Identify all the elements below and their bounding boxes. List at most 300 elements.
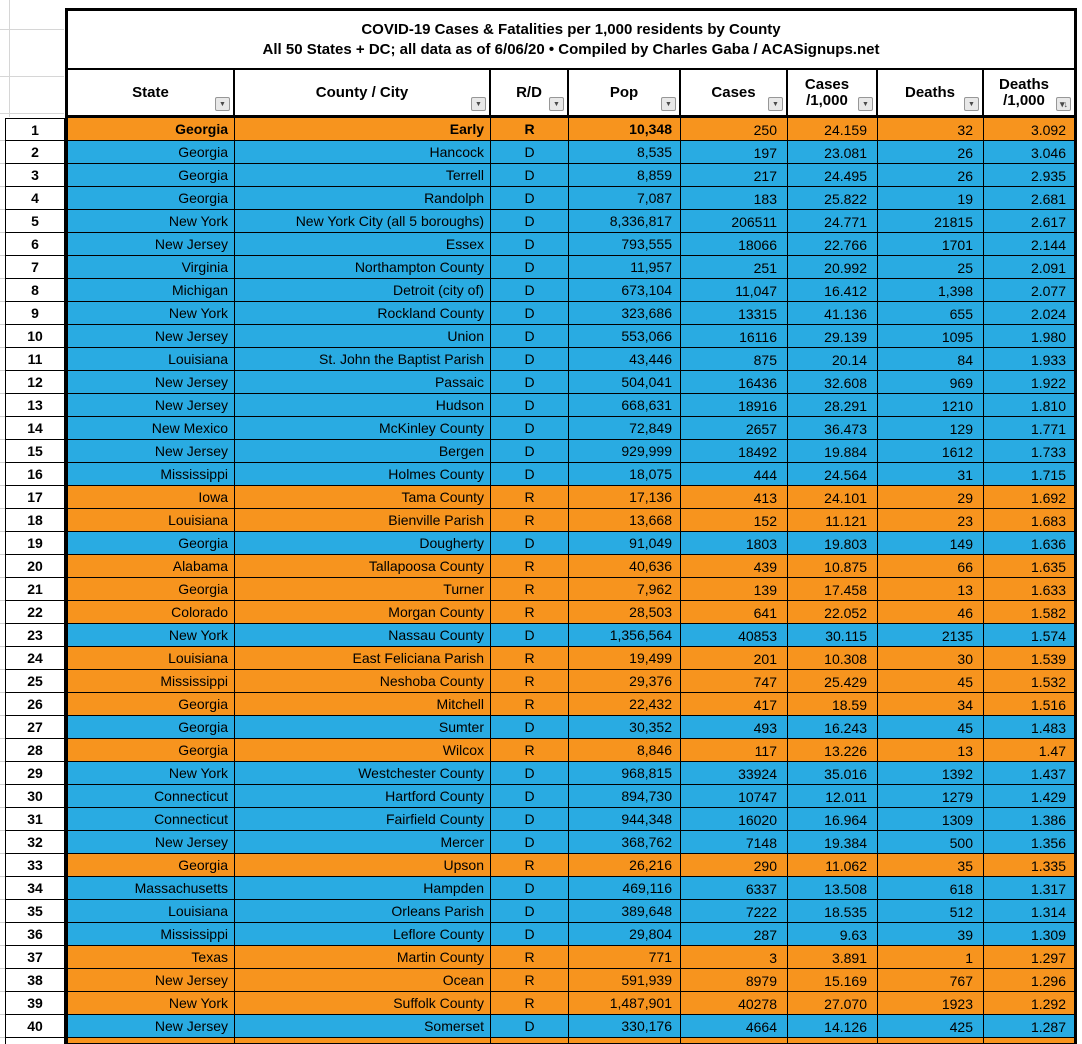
cell-c1000[interactable]: 28.291 [788, 394, 878, 417]
cell-cases[interactable]: 206511 [681, 210, 788, 233]
cell-deaths[interactable]: 767 [878, 969, 984, 992]
cell-c1000[interactable]: 20.992 [788, 256, 878, 279]
cell-c1000[interactable]: 19.884 [788, 440, 878, 463]
cell-d1000[interactable]: 1.287 [984, 1015, 1074, 1038]
cell-rd[interactable]: R [491, 509, 569, 532]
cell-rd[interactable]: D [491, 808, 569, 831]
cell-d1000[interactable]: 1.483 [984, 716, 1074, 739]
cell-state[interactable]: New Jersey [68, 831, 235, 854]
row-number[interactable]: 37 [5, 946, 65, 969]
cell-state[interactable]: Massachusetts [68, 877, 235, 900]
cell-state[interactable]: Georgia [68, 739, 235, 762]
row-number[interactable]: 38 [5, 969, 65, 992]
cell-c1000[interactable]: 19.384 [788, 831, 878, 854]
cell-cases[interactable]: 13315 [681, 302, 788, 325]
row-number[interactable]: 12 [5, 371, 65, 394]
cell-pop[interactable]: 968,815 [569, 762, 681, 785]
cell-cases[interactable]: 40853 [681, 624, 788, 647]
cell-deaths[interactable]: 500 [878, 831, 984, 854]
cell-cases[interactable]: 33924 [681, 762, 788, 785]
cell-d1000[interactable]: 1.771 [984, 417, 1074, 440]
cell-pop[interactable]: 591,939 [569, 969, 681, 992]
cell-state[interactable] [68, 1038, 235, 1044]
cell-deaths[interactable]: 969 [878, 371, 984, 394]
cell-county[interactable]: Hancock [235, 141, 491, 164]
cell-c1000[interactable]: 24.159 [788, 118, 878, 141]
cell-c1000[interactable]: 25.429 [788, 670, 878, 693]
cell-rd[interactable]: D [491, 785, 569, 808]
cell-d1000[interactable]: 1.933 [984, 348, 1074, 371]
cell-state[interactable]: Mississippi [68, 463, 235, 486]
cell-state[interactable]: Georgia [68, 187, 235, 210]
cell-county[interactable]: East Feliciana Parish [235, 647, 491, 670]
cell-cases[interactable]: 16020 [681, 808, 788, 831]
cell-county[interactable]: Suffolk County [235, 992, 491, 1015]
cell-deaths[interactable]: 23 [878, 509, 984, 532]
cell-cases[interactable]: 18916 [681, 394, 788, 417]
cell-cases[interactable]: 875 [681, 348, 788, 371]
row-number[interactable]: 19 [5, 532, 65, 555]
cell-rd[interactable]: D [491, 624, 569, 647]
cell-cases[interactable]: 493 [681, 716, 788, 739]
cell-c1000[interactable]: 18.59 [788, 693, 878, 716]
row-number[interactable]: 1 [5, 118, 65, 141]
filter-dropdown-icon-rd[interactable]: ▼ [549, 97, 564, 111]
cell-pop[interactable]: 43,446 [569, 348, 681, 371]
row-number[interactable]: 7 [5, 256, 65, 279]
cell-pop[interactable]: 673,104 [569, 279, 681, 302]
cell-c1000[interactable]: 9.63 [788, 923, 878, 946]
cell-d1000[interactable]: 1.683 [984, 509, 1074, 532]
cell-deaths[interactable]: 30 [878, 647, 984, 670]
filter-dropdown-icon-county[interactable]: ▼ [471, 97, 486, 111]
cell-d1000[interactable]: 1.296 [984, 969, 1074, 992]
cell-rd[interactable]: D [491, 900, 569, 923]
cell-c1000[interactable]: 22.766 [788, 233, 878, 256]
row-number[interactable]: 29 [5, 762, 65, 785]
cell-cases[interactable]: 413 [681, 486, 788, 509]
cell-rd[interactable]: R [491, 693, 569, 716]
cell-state[interactable]: New Jersey [68, 440, 235, 463]
cell-d1000[interactable]: 1.922 [984, 371, 1074, 394]
cell-pop[interactable]: 28,503 [569, 601, 681, 624]
cell-d1000[interactable]: 1.635 [984, 555, 1074, 578]
cell-rd[interactable]: R [491, 486, 569, 509]
cell-cases[interactable]: 6337 [681, 877, 788, 900]
cell-d1000[interactable]: 1.437 [984, 762, 1074, 785]
cell-rd[interactable]: D [491, 831, 569, 854]
cell-c1000[interactable]: 35.016 [788, 762, 878, 785]
row-number[interactable]: 15 [5, 440, 65, 463]
row-number[interactable]: 36 [5, 923, 65, 946]
cell-deaths[interactable]: 512 [878, 900, 984, 923]
row-number[interactable]: 32 [5, 831, 65, 854]
cell-pop[interactable]: 30,352 [569, 716, 681, 739]
cell-rd[interactable]: D [491, 532, 569, 555]
cell-deaths[interactable]: 45 [878, 670, 984, 693]
cell-deaths[interactable]: 1210 [878, 394, 984, 417]
cell-cases[interactable]: 18492 [681, 440, 788, 463]
cell-county[interactable]: Nassau County [235, 624, 491, 647]
row-number[interactable]: 31 [5, 808, 65, 831]
cell-rd[interactable]: R [491, 555, 569, 578]
cell-deaths[interactable]: 19 [878, 187, 984, 210]
cell-rd[interactable]: R [491, 739, 569, 762]
cell-d1000[interactable]: 1.539 [984, 647, 1074, 670]
row-number[interactable]: 21 [5, 578, 65, 601]
cell-state[interactable]: Iowa [68, 486, 235, 509]
cell-deaths[interactable]: 13 [878, 739, 984, 762]
cell-county[interactable]: Ocean [235, 969, 491, 992]
cell-c1000[interactable]: 13.226 [788, 739, 878, 762]
cell-d1000[interactable]: 1.314 [984, 900, 1074, 923]
filter-dropdown-icon-pop[interactable]: ▼ [661, 97, 676, 111]
row-number[interactable]: 35 [5, 900, 65, 923]
cell-county[interactable]: McKinley County [235, 417, 491, 440]
cell-state[interactable]: New York [68, 992, 235, 1015]
cell-rd[interactable]: D [491, 302, 569, 325]
cell-c1000[interactable]: 3.891 [788, 946, 878, 969]
cell-county[interactable]: Union [235, 325, 491, 348]
cell-d1000[interactable]: 1.47 [984, 739, 1074, 762]
cell-pop[interactable]: 793,555 [569, 233, 681, 256]
filter-dropdown-icon-cases[interactable]: ▼ [768, 97, 783, 111]
cell-pop[interactable]: 323,686 [569, 302, 681, 325]
cell-cases[interactable]: 117 [681, 739, 788, 762]
filter-dropdown-icon-c1000[interactable]: ▼ [858, 97, 873, 111]
cell-d1000[interactable]: 1.692 [984, 486, 1074, 509]
cell-state[interactable]: Georgia [68, 164, 235, 187]
cell-rd[interactable]: D [491, 348, 569, 371]
cell-state[interactable]: New Jersey [68, 394, 235, 417]
cell-c1000[interactable] [788, 1038, 878, 1044]
cell-deaths[interactable]: 1612 [878, 440, 984, 463]
cell-c1000[interactable]: 10.308 [788, 647, 878, 670]
cell-rd[interactable]: R [491, 992, 569, 1015]
cell-rd[interactable]: D [491, 325, 569, 348]
cell-cases[interactable]: 250 [681, 118, 788, 141]
cell-d1000[interactable]: 1.733 [984, 440, 1074, 463]
cell-c1000[interactable]: 32.608 [788, 371, 878, 394]
cell-pop[interactable]: 29,376 [569, 670, 681, 693]
row-number[interactable]: 40 [5, 1015, 65, 1038]
cell-cases[interactable]: 287 [681, 923, 788, 946]
cell-d1000[interactable]: 1.810 [984, 394, 1074, 417]
cell-cases[interactable]: 3 [681, 946, 788, 969]
cell-pop[interactable]: 7,962 [569, 578, 681, 601]
cell-rd[interactable]: D [491, 923, 569, 946]
cell-county[interactable]: Passaic [235, 371, 491, 394]
cell-cases[interactable]: 139 [681, 578, 788, 601]
cell-pop[interactable]: 504,041 [569, 371, 681, 394]
cell-state[interactable]: Louisiana [68, 647, 235, 670]
row-number[interactable]: 20 [5, 555, 65, 578]
cell-d1000[interactable]: 1.356 [984, 831, 1074, 854]
cell-state[interactable]: Louisiana [68, 348, 235, 371]
cell-c1000[interactable]: 12.011 [788, 785, 878, 808]
cell-cases[interactable]: 16116 [681, 325, 788, 348]
cell-rd[interactable] [491, 1038, 569, 1044]
cell-deaths[interactable]: 32 [878, 118, 984, 141]
cell-rd[interactable]: D [491, 210, 569, 233]
cell-county[interactable]: Neshoba County [235, 670, 491, 693]
cell-cases[interactable]: 183 [681, 187, 788, 210]
cell-rd[interactable]: D [491, 1015, 569, 1038]
row-number[interactable]: 18 [5, 509, 65, 532]
cell-state[interactable]: Georgia [68, 141, 235, 164]
cell-pop[interactable]: 22,432 [569, 693, 681, 716]
sort-descending-filter-icon-d1000[interactable]: ▾↓ [1056, 97, 1071, 111]
cell-d1000[interactable]: 3.046 [984, 141, 1074, 164]
cell-d1000[interactable]: 1.980 [984, 325, 1074, 348]
cell-pop[interactable]: 771 [569, 946, 681, 969]
row-number[interactable]: 4 [5, 187, 65, 210]
cell-deaths[interactable] [878, 1038, 984, 1044]
cell-c1000[interactable]: 30.115 [788, 624, 878, 647]
cell-d1000[interactable]: 2.024 [984, 302, 1074, 325]
cell-rd[interactable]: D [491, 371, 569, 394]
cell-pop[interactable]: 18,075 [569, 463, 681, 486]
cell-deaths[interactable]: 618 [878, 877, 984, 900]
cell-c1000[interactable]: 23.081 [788, 141, 878, 164]
cell-deaths[interactable]: 129 [878, 417, 984, 440]
cell-c1000[interactable]: 16.243 [788, 716, 878, 739]
cell-cases[interactable]: 7148 [681, 831, 788, 854]
cell-county[interactable]: Westchester County [235, 762, 491, 785]
cell-rd[interactable]: R [491, 670, 569, 693]
cell-cases[interactable]: 444 [681, 463, 788, 486]
cell-c1000[interactable]: 14.126 [788, 1015, 878, 1038]
cell-deaths[interactable]: 2135 [878, 624, 984, 647]
row-number[interactable]: 30 [5, 785, 65, 808]
cell-d1000[interactable]: 1.582 [984, 601, 1074, 624]
cell-cases[interactable]: 439 [681, 555, 788, 578]
cell-cases[interactable]: 152 [681, 509, 788, 532]
cell-cases[interactable]: 201 [681, 647, 788, 670]
cell-state[interactable]: Georgia [68, 578, 235, 601]
filter-dropdown-icon-state[interactable]: ▼ [215, 97, 230, 111]
row-number[interactable]: 5 [5, 210, 65, 233]
cell-county[interactable]: Essex [235, 233, 491, 256]
cell-deaths[interactable]: 1,398 [878, 279, 984, 302]
cell-deaths[interactable]: 1309 [878, 808, 984, 831]
cell-deaths[interactable]: 29 [878, 486, 984, 509]
cell-d1000[interactable]: 1.429 [984, 785, 1074, 808]
cell-rd[interactable]: R [491, 578, 569, 601]
cell-county[interactable]: Terrell [235, 164, 491, 187]
cell-state[interactable]: New Jersey [68, 969, 235, 992]
cell-c1000[interactable]: 24.564 [788, 463, 878, 486]
cell-c1000[interactable]: 18.535 [788, 900, 878, 923]
filter-dropdown-icon-deaths[interactable]: ▼ [964, 97, 979, 111]
cell-c1000[interactable]: 16.964 [788, 808, 878, 831]
cell-c1000[interactable]: 24.495 [788, 164, 878, 187]
cell-county[interactable]: Morgan County [235, 601, 491, 624]
cell-cases[interactable]: 641 [681, 601, 788, 624]
cell-state[interactable]: Virginia [68, 256, 235, 279]
cell-deaths[interactable]: 149 [878, 532, 984, 555]
cell-state[interactable]: New York [68, 762, 235, 785]
cell-d1000[interactable]: 1.292 [984, 992, 1074, 1015]
cell-rd[interactable]: D [491, 256, 569, 279]
cell-d1000[interactable]: 1.516 [984, 693, 1074, 716]
cell-c1000[interactable]: 22.052 [788, 601, 878, 624]
row-number[interactable]: 14 [5, 417, 65, 440]
cell-deaths[interactable]: 45 [878, 716, 984, 739]
cell-deaths[interactable]: 84 [878, 348, 984, 371]
row-number[interactable]: 27 [5, 716, 65, 739]
cell-state[interactable]: New Jersey [68, 325, 235, 348]
cell-pop[interactable]: 40,636 [569, 555, 681, 578]
cell-rd[interactable]: D [491, 463, 569, 486]
cell-cases[interactable]: 11,047 [681, 279, 788, 302]
cell-cases[interactable]: 251 [681, 256, 788, 279]
cell-deaths[interactable]: 13 [878, 578, 984, 601]
cell-county[interactable]: Sumter [235, 716, 491, 739]
cell-deaths[interactable]: 1 [878, 946, 984, 969]
cell-pop[interactable]: 13,668 [569, 509, 681, 532]
cell-rd[interactable]: D [491, 394, 569, 417]
cell-state[interactable]: New York [68, 624, 235, 647]
cell-county[interactable]: Northampton County [235, 256, 491, 279]
cell-state[interactable]: New Jersey [68, 371, 235, 394]
cell-state[interactable]: Georgia [68, 532, 235, 555]
cell-state[interactable]: Louisiana [68, 509, 235, 532]
cell-deaths[interactable]: 25 [878, 256, 984, 279]
cell-deaths[interactable]: 39 [878, 923, 984, 946]
cell-pop[interactable]: 553,066 [569, 325, 681, 348]
row-number[interactable]: 33 [5, 854, 65, 877]
cell-d1000[interactable]: 3.092 [984, 118, 1074, 141]
cell-cases[interactable]: 1803 [681, 532, 788, 555]
cell-rd[interactable]: D [491, 164, 569, 187]
row-number[interactable]: 13 [5, 394, 65, 417]
cell-state[interactable]: Georgia [68, 118, 235, 141]
row-number[interactable]: 3 [5, 164, 65, 187]
cell-deaths[interactable]: 1701 [878, 233, 984, 256]
cell-cases[interactable]: 197 [681, 141, 788, 164]
cell-deaths[interactable]: 1279 [878, 785, 984, 808]
row-number[interactable]: 25 [5, 670, 65, 693]
cell-state[interactable]: Connecticut [68, 808, 235, 831]
cell-county[interactable]: Randolph [235, 187, 491, 210]
cell-c1000[interactable]: 36.473 [788, 417, 878, 440]
cell-cases[interactable]: 290 [681, 854, 788, 877]
cell-state[interactable]: Mississippi [68, 923, 235, 946]
cell-c1000[interactable]: 24.101 [788, 486, 878, 509]
cell-deaths[interactable]: 46 [878, 601, 984, 624]
cell-c1000[interactable]: 10.875 [788, 555, 878, 578]
cell-deaths[interactable]: 26 [878, 141, 984, 164]
row-number[interactable]: 16 [5, 463, 65, 486]
cell-cases[interactable] [681, 1038, 788, 1044]
cell-cases[interactable]: 8979 [681, 969, 788, 992]
cell-rd[interactable]: R [491, 118, 569, 141]
cell-d1000[interactable]: 2.091 [984, 256, 1074, 279]
cell-rd[interactable]: D [491, 233, 569, 256]
cell-pop[interactable]: 469,116 [569, 877, 681, 900]
row-number[interactable]: 9 [5, 302, 65, 325]
cell-state[interactable]: New Mexico [68, 417, 235, 440]
cell-county[interactable]: New York City (all 5 boroughs) [235, 210, 491, 233]
row-number[interactable]: 11 [5, 348, 65, 371]
cell-d1000[interactable]: 2.077 [984, 279, 1074, 302]
cell-deaths[interactable]: 66 [878, 555, 984, 578]
cell-c1000[interactable]: 24.771 [788, 210, 878, 233]
cell-state[interactable]: New Jersey [68, 1015, 235, 1038]
cell-county[interactable]: Early [235, 118, 491, 141]
cell-deaths[interactable]: 1392 [878, 762, 984, 785]
cell-state[interactable]: Alabama [68, 555, 235, 578]
cell-rd[interactable]: R [491, 946, 569, 969]
cell-cases[interactable]: 40278 [681, 992, 788, 1015]
cell-pop[interactable]: 17,136 [569, 486, 681, 509]
cell-deaths[interactable]: 21815 [878, 210, 984, 233]
cell-pop[interactable]: 944,348 [569, 808, 681, 831]
cell-state[interactable]: Texas [68, 946, 235, 969]
cell-pop[interactable]: 929,999 [569, 440, 681, 463]
cell-pop[interactable]: 8,859 [569, 164, 681, 187]
cell-d1000[interactable]: 1.386 [984, 808, 1074, 831]
cell-d1000[interactable]: 1.317 [984, 877, 1074, 900]
cell-rd[interactable]: R [491, 647, 569, 670]
cell-state[interactable]: Georgia [68, 854, 235, 877]
cell-c1000[interactable]: 11.062 [788, 854, 878, 877]
cell-c1000[interactable]: 25.822 [788, 187, 878, 210]
cell-county[interactable]: Tama County [235, 486, 491, 509]
cell-d1000[interactable]: 2.681 [984, 187, 1074, 210]
cell-deaths[interactable]: 31 [878, 463, 984, 486]
cell-county[interactable]: Rockland County [235, 302, 491, 325]
cell-state[interactable]: Georgia [68, 693, 235, 716]
row-number[interactable]: 8 [5, 279, 65, 302]
cell-d1000[interactable]: 1.715 [984, 463, 1074, 486]
cell-pop[interactable]: 668,631 [569, 394, 681, 417]
cell-county[interactable]: Martin County [235, 946, 491, 969]
row-number[interactable]: 2 [5, 141, 65, 164]
cell-deaths[interactable]: 655 [878, 302, 984, 325]
row-number[interactable]: 39 [5, 992, 65, 1015]
cell-county[interactable]: Hudson [235, 394, 491, 417]
cell-state[interactable]: Mississippi [68, 670, 235, 693]
cell-pop[interactable]: 330,176 [569, 1015, 681, 1038]
cell-d1000[interactable]: 2.617 [984, 210, 1074, 233]
cell-county[interactable]: Turner [235, 578, 491, 601]
cell-c1000[interactable]: 41.136 [788, 302, 878, 325]
cell-county[interactable]: Somerset [235, 1015, 491, 1038]
cell-deaths[interactable]: 1923 [878, 992, 984, 1015]
cell-county[interactable]: Bergen [235, 440, 491, 463]
cell-pop[interactable]: 8,846 [569, 739, 681, 762]
cell-county[interactable]: Hampden [235, 877, 491, 900]
row-number[interactable]: 6 [5, 233, 65, 256]
cell-cases[interactable]: 217 [681, 164, 788, 187]
cell-d1000[interactable]: 1.297 [984, 946, 1074, 969]
cell-pop[interactable]: 10,348 [569, 118, 681, 141]
cell-pop[interactable]: 8,336,817 [569, 210, 681, 233]
cell-cases[interactable]: 16436 [681, 371, 788, 394]
cell-county[interactable]: Hartford County [235, 785, 491, 808]
cell-pop[interactable]: 19,499 [569, 647, 681, 670]
cell-rd[interactable]: D [491, 762, 569, 785]
cell-deaths[interactable]: 1095 [878, 325, 984, 348]
cell-d1000[interactable]: 1.335 [984, 854, 1074, 877]
cell-pop[interactable]: 894,730 [569, 785, 681, 808]
cell-cases[interactable]: 10747 [681, 785, 788, 808]
cell-county[interactable]: Bienville Parish [235, 509, 491, 532]
cell-c1000[interactable]: 16.412 [788, 279, 878, 302]
row-number[interactable] [5, 1038, 65, 1044]
